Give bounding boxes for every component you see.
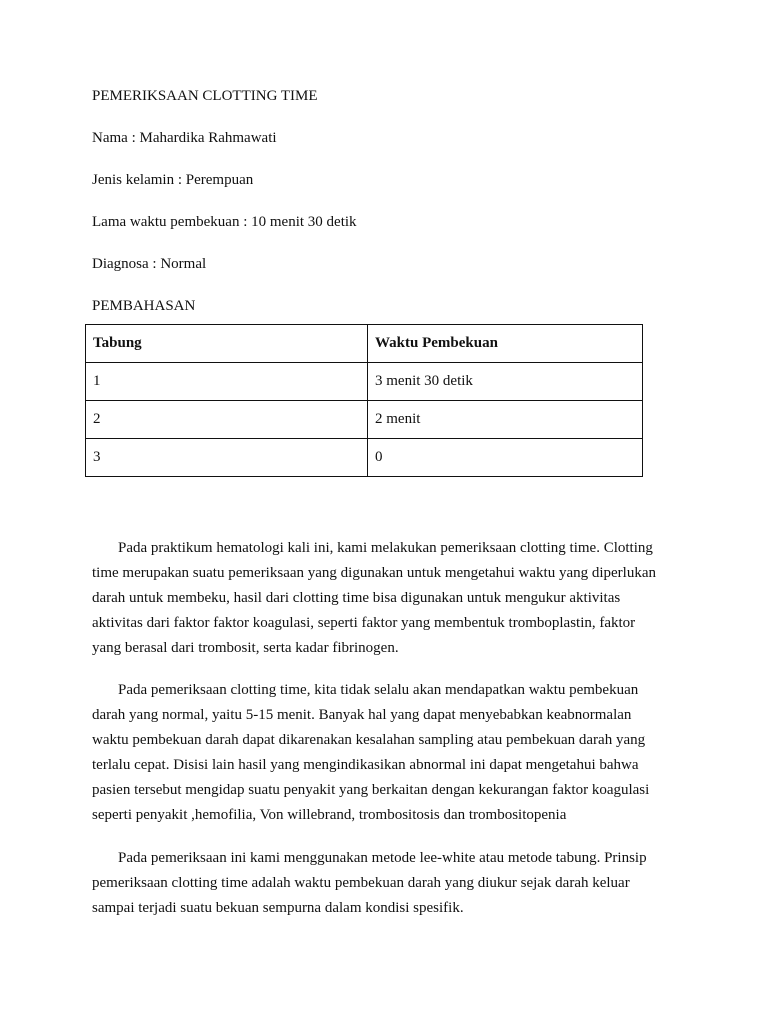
paragraph-line: sampai terjadi suatu bekuan sempurna dalam kondisi spesifik. [92, 900, 464, 916]
table-cell: 3 menit 30 detik [368, 363, 643, 401]
field-label: Nama [92, 130, 128, 146]
field-label: Jenis kelamin [92, 172, 175, 188]
section-heading: PEMBAHASAN [92, 298, 196, 314]
clotting-time-table [85, 324, 643, 477]
paragraph-line: time merupakan suatu pemeriksaan yang digunakan untuk mengetahui waktu yang diperlukan [92, 565, 657, 581]
header-cell-tabung: Tabung [86, 325, 368, 363]
field-lama-waktu: Lama waktu pembekuan : 10 menit 30 detik [92, 214, 357, 230]
paragraph-line: Pada praktikum hematologi kali ini, kami melakukan pemeriksaan clotting time. Clotting [118, 540, 653, 556]
paragraph-1 [92, 536, 692, 661]
paragraph-line: Pada pemeriksaan ini kami menggunakan metode lee-white atau metode tabung. Prinsip [118, 850, 647, 866]
table-cell: 2 menit [368, 401, 643, 439]
paragraph-line: pemeriksaan clotting time adalah waktu pembekuan darah yang diukur sejak darah keluar [92, 875, 630, 891]
table-cell: 1 [86, 363, 368, 401]
table-row [86, 439, 643, 477]
table-header-row [86, 325, 643, 363]
paragraph-line: yang berasal dari trombosit, serta kadar fibrinogen. [92, 640, 399, 656]
paragraph-line: seperti penyakit ,hemofilia, Von willebrand, trombositosis dan trombositopenia [92, 807, 567, 823]
field-value: Mahardika Rahmawati [139, 130, 277, 146]
paragraph-line: darah untuk membeku, hasil dari clotting time bisa digunakan untuk mengukur aktivitas [92, 590, 621, 606]
table-cell: 2 [86, 401, 368, 439]
table-cell: 3 [86, 439, 368, 477]
paragraph-3 [92, 846, 692, 921]
paragraph-line: aktivitas dari faktor faktor koagulasi, seperti faktor yang membentuk tromboplastin, faktor [92, 615, 636, 631]
paragraph-2 [92, 678, 692, 828]
field-value: 10 menit 30 detik [251, 214, 357, 230]
document-title: PEMERIKSAAN CLOTTING TIME [92, 88, 318, 104]
paragraph-line: waktu pembekuan darah dapat dikarenakan kesalahan sampling atau pembekuan darah yang [92, 732, 646, 748]
paragraph-line: darah yang normal, yaitu 5-15 menit. Banyak hal yang dapat menyebabkan keabnormalan [92, 707, 632, 723]
paragraph-line: pasien tersebut mengidap suatu penyakit yang berkaitan dengan kekurangan faktor koagulasi [92, 782, 650, 798]
header-cell-waktu: Waktu Pembekuan [368, 325, 643, 363]
field-jenis-kelamin: Jenis kelamin : Perempuan [92, 172, 254, 188]
paragraph-line: Pada pemeriksaan clotting time, kita tidak selalu akan mendapatkan waktu pembekuan [118, 682, 639, 698]
field-diagnosa: Diagnosa : Normal [92, 256, 207, 272]
table-cell: 0 [368, 439, 643, 477]
field-nama: Nama : Mahardika Rahmawati [92, 130, 277, 146]
field-value: Perempuan [185, 172, 254, 188]
field-label: Diagnosa [92, 256, 149, 272]
table-row [86, 401, 643, 439]
field-value: Normal [160, 256, 207, 272]
field-label: Lama waktu pembekuan [92, 214, 240, 230]
table-row [86, 363, 643, 401]
paragraph-line: terlalu cepat. Disisi lain hasil yang mengindikasikan abnormal ini dapat mengetahui bahwa [92, 757, 639, 773]
